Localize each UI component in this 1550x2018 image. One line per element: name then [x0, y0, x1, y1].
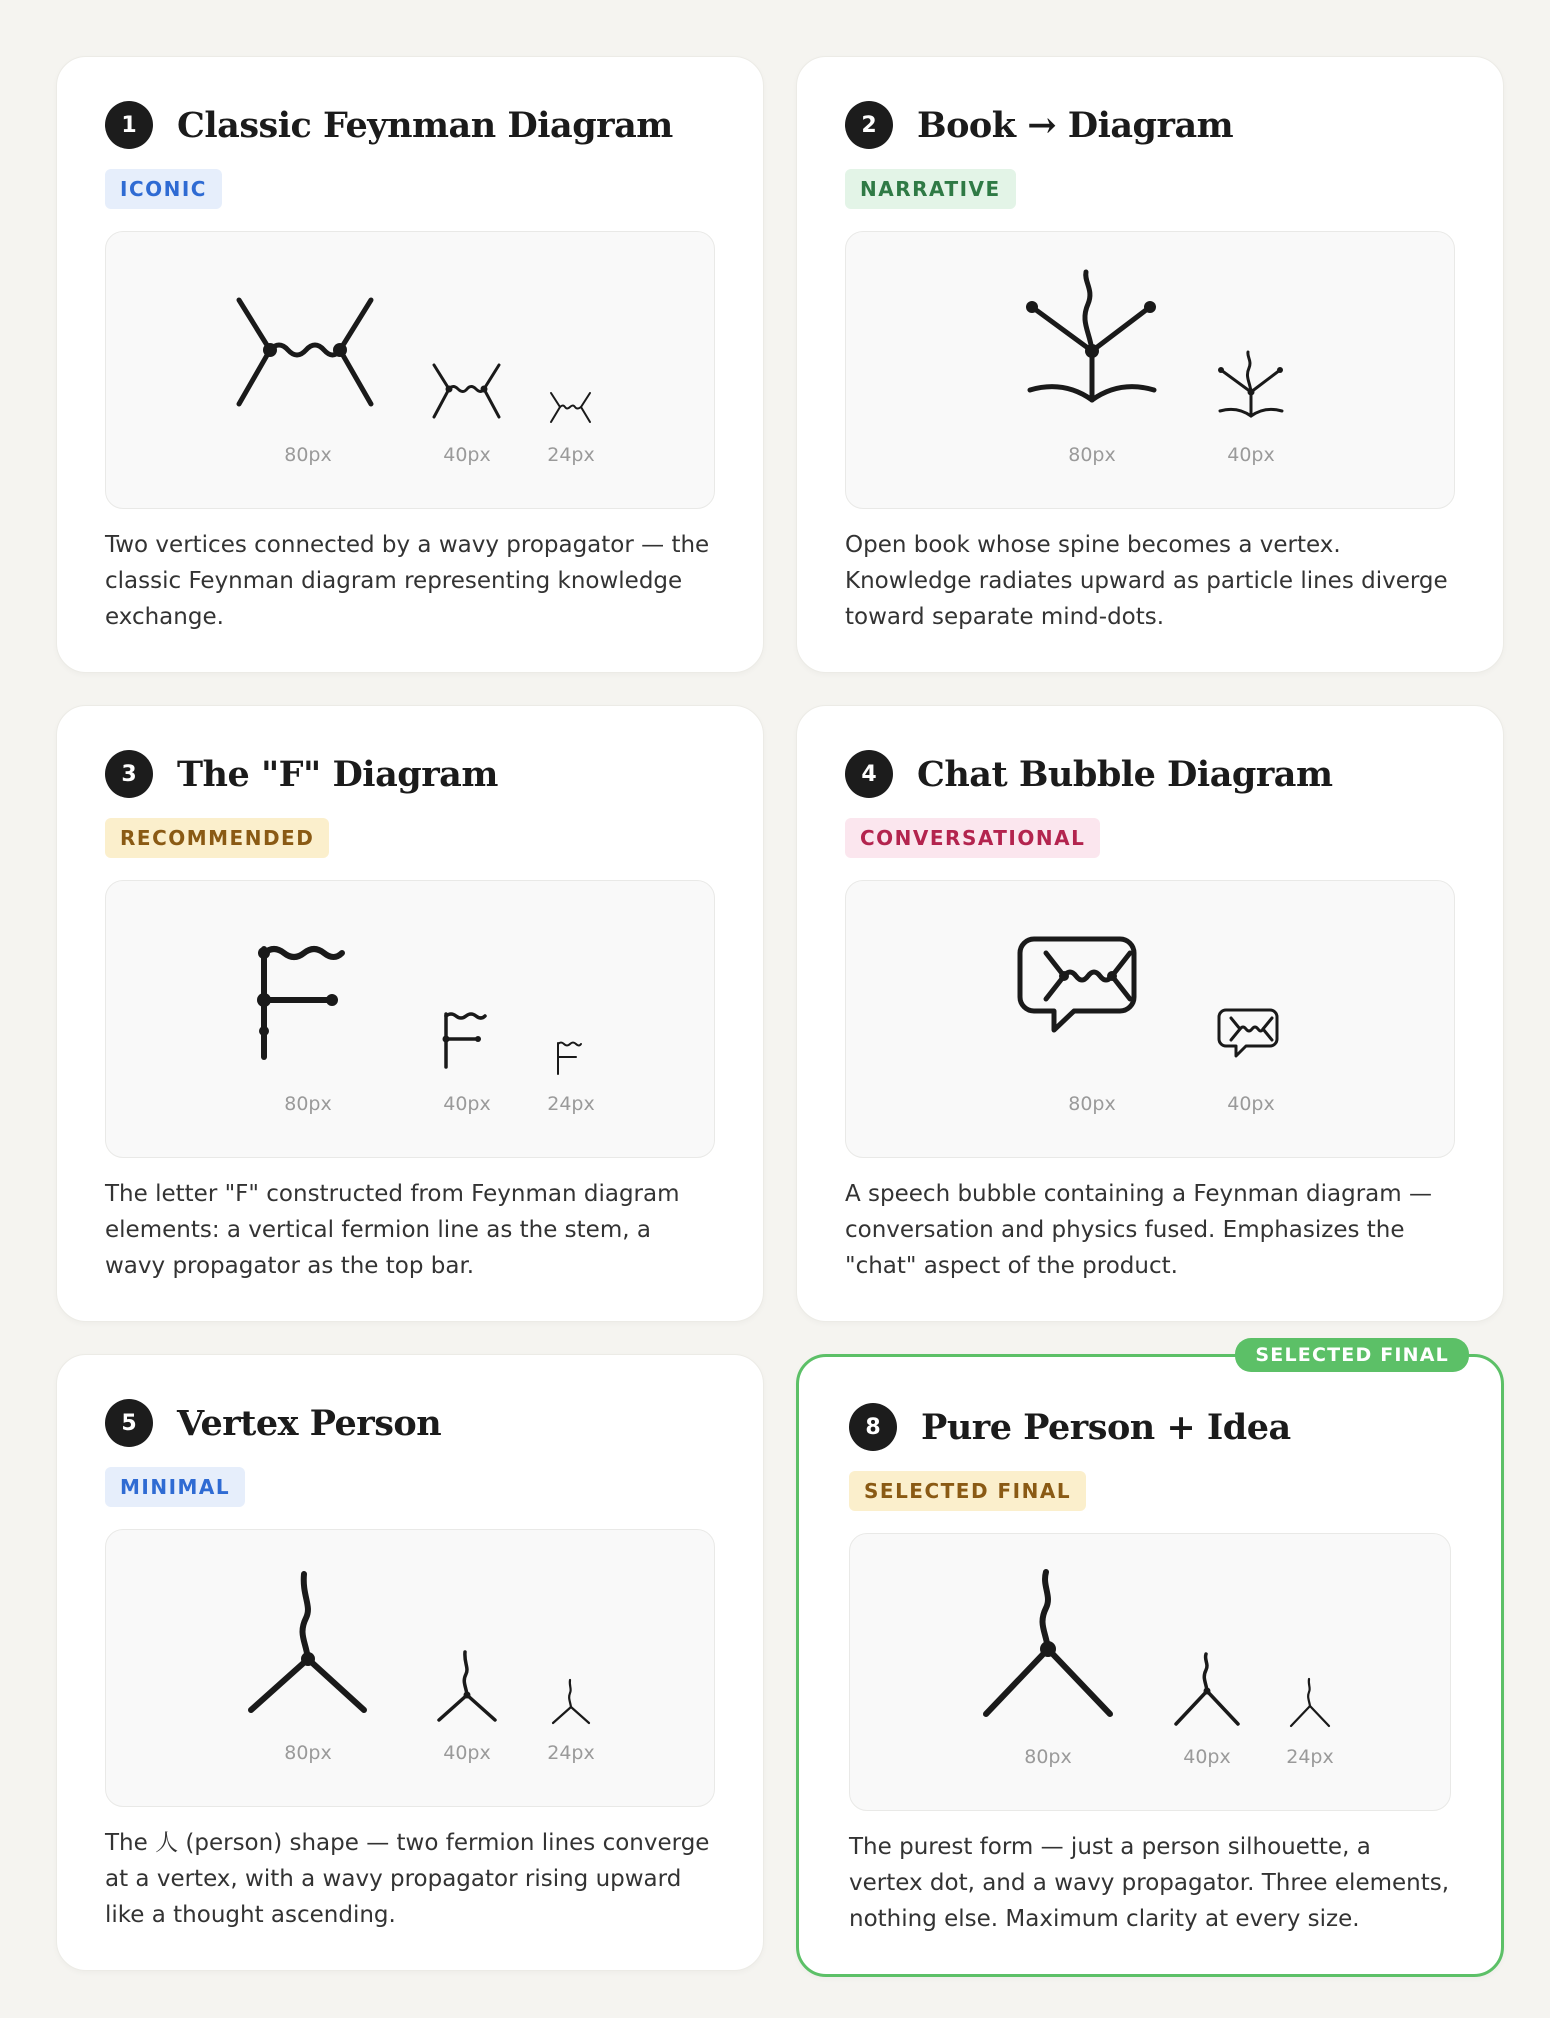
- feynman-diagram-icon-80: [239, 300, 371, 404]
- f-diagram-icon: [106, 881, 716, 1159]
- card-title: The "F" Diagram: [177, 753, 498, 795]
- vertex-person-icon-40: [439, 1652, 495, 1720]
- card-header: [105, 95, 715, 155]
- icon-preview: [105, 1529, 715, 1807]
- card-description: Open book whose spine becomes a vertex. Knowledge radiates upward as particle lines diverge toward separate mind-dots.: [845, 532, 1448, 630]
- size-label: 40px: [443, 444, 491, 466]
- size-label: 80px: [1068, 444, 1116, 466]
- card-number: 4: [845, 750, 893, 798]
- card-description: The purest form — just a person silhouette, a vertex dot, and a wavy propagator. Three elements, nothing else. Maximum clarity at every size.: [849, 1834, 1450, 1932]
- size-label: 80px: [1068, 1093, 1116, 1115]
- concept-card-1[interactable]: [56, 56, 764, 673]
- chat-bubble-diagram-icon-40: [1219, 1010, 1277, 1056]
- chat-bubble-diagram-icon-80: [1020, 939, 1134, 1030]
- category-badge: SELECTED FINAL: [849, 1471, 1086, 1511]
- feynman-diagram-icon-24: [551, 393, 590, 422]
- size-label: 24px: [547, 444, 595, 466]
- book-diagram-icon-40: [1220, 352, 1282, 416]
- card-header: [849, 1397, 1451, 1457]
- selected-final-tag: SELECTED FINAL: [1235, 1338, 1469, 1372]
- vertex-person-icon-24: [553, 1680, 589, 1723]
- card-number: 5: [105, 1399, 153, 1447]
- size-label: 24px: [1286, 1746, 1334, 1768]
- person-idea-icon: [850, 1534, 1452, 1812]
- person-idea-icon-24: [1291, 1679, 1329, 1726]
- f-diagram-icon-24: [558, 1043, 581, 1075]
- feynman-diagram-icon-40: [434, 365, 499, 417]
- card-description: Two vertices connected by a wavy propagator — the classic Feynman diagram representing knowledge exchange.: [105, 532, 710, 630]
- category-badge: MINIMAL: [105, 1467, 245, 1507]
- icon-preview: [845, 231, 1455, 509]
- card-number: 8: [849, 1403, 897, 1451]
- card-description: A speech bubble containing a Feynman diagram — conversation and physics fused. Emphasizes the "chat" aspect of the product.: [845, 1181, 1432, 1279]
- category-badge: ICONIC: [105, 169, 222, 209]
- size-label: 24px: [547, 1742, 595, 1764]
- card-header: [105, 1393, 715, 1453]
- card-description: The 人 (person) shape — two fermion lines converge at a vertex, with a wavy propagator rising upward like a thought ascending.: [105, 1830, 710, 1928]
- size-label: 24px: [547, 1093, 595, 1115]
- size-label: 40px: [443, 1742, 491, 1764]
- card-header: [845, 95, 1455, 155]
- card-header: [845, 744, 1455, 804]
- size-label: 80px: [284, 444, 332, 466]
- category-badge: CONVERSATIONAL: [845, 818, 1100, 858]
- concept-card-5[interactable]: [56, 1354, 764, 1971]
- size-label: 80px: [1024, 1746, 1072, 1768]
- size-label: 80px: [284, 1093, 332, 1115]
- icon-preview: [105, 231, 715, 509]
- book-diagram-icon: [846, 232, 1456, 510]
- card-number: 2: [845, 101, 893, 149]
- card-number: 3: [105, 750, 153, 798]
- size-label: 40px: [1227, 1093, 1275, 1115]
- vertex-person-icon: [106, 1530, 716, 1808]
- chat-bubble-diagram-icon: [846, 881, 1456, 1159]
- size-label: 40px: [1227, 444, 1275, 466]
- feynman-diagram-icon: [106, 232, 716, 510]
- size-label: 40px: [443, 1093, 491, 1115]
- concept-card-3[interactable]: [56, 705, 764, 1322]
- card-title: Chat Bubble Diagram: [917, 753, 1333, 795]
- size-label: 40px: [1183, 1746, 1231, 1768]
- concept-card-2[interactable]: [796, 56, 1504, 673]
- card-title: Vertex Person: [177, 1402, 442, 1444]
- icon-preview: [849, 1533, 1451, 1811]
- card-description: The letter "F" constructed from Feynman diagram elements: a vertical fermion line as the stem, a wavy propagator as the top bar.: [105, 1181, 680, 1279]
- size-label: 80px: [284, 1742, 332, 1764]
- category-badge: NARRATIVE: [845, 169, 1016, 209]
- icon-preview: [105, 880, 715, 1158]
- concept-card-8-selected[interactable]: [796, 1344, 1504, 1977]
- card-header: [105, 744, 715, 804]
- vertex-person-icon-80: [251, 1574, 364, 1710]
- card-title: Pure Person + Idea: [921, 1406, 1291, 1448]
- category-badge: RECOMMENDED: [105, 818, 329, 858]
- card-title: Classic Feynman Diagram: [177, 104, 673, 146]
- card-title: Book → Diagram: [917, 104, 1234, 146]
- book-diagram-icon-80: [1030, 272, 1154, 400]
- concept-card-4[interactable]: [796, 705, 1504, 1322]
- card-number: 1: [105, 101, 153, 149]
- icon-preview: [845, 880, 1455, 1158]
